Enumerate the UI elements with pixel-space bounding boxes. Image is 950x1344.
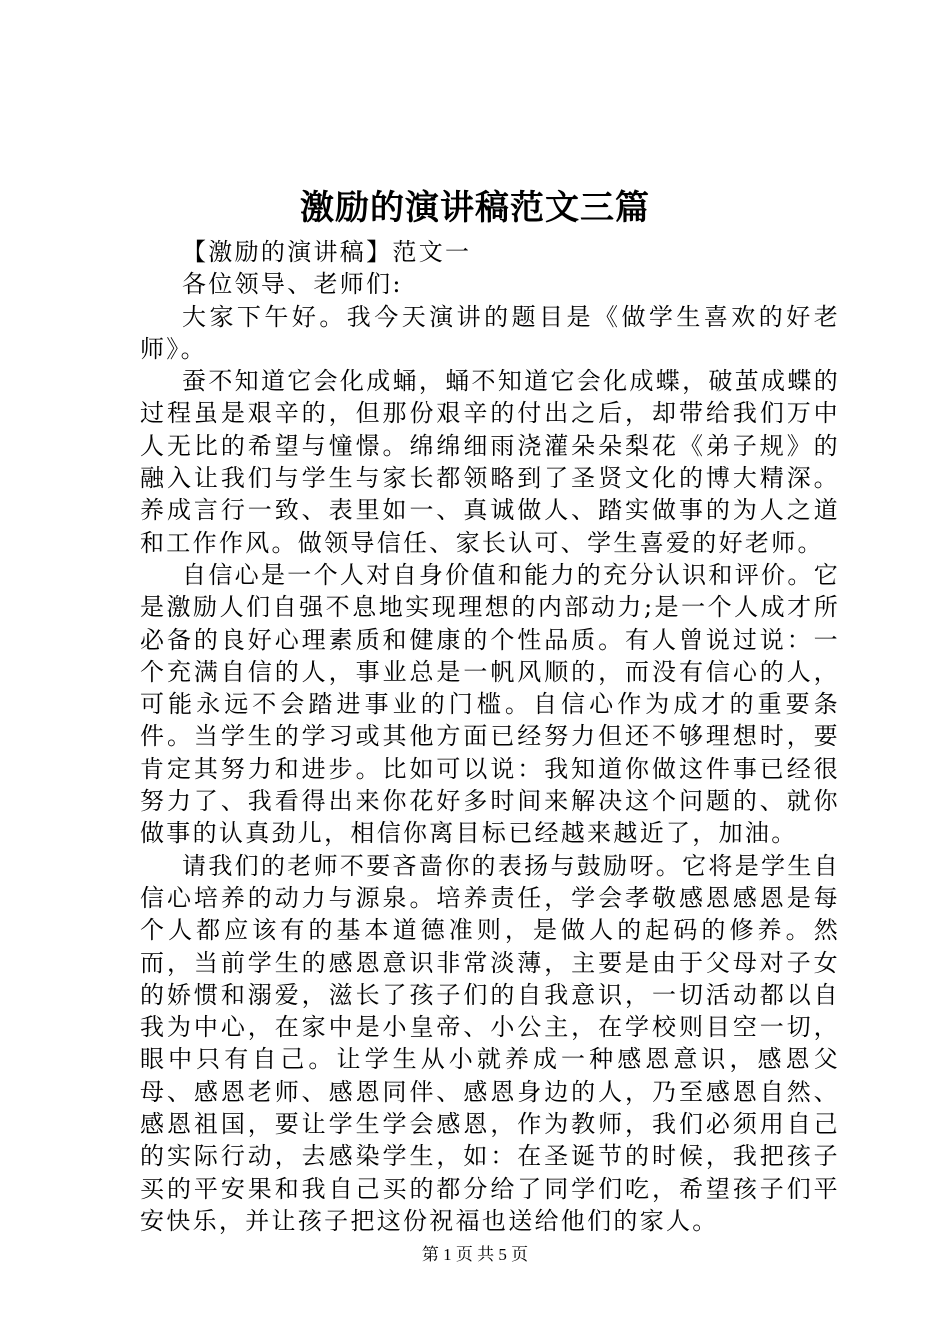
paragraph: 请我们的老师不要吝啬你的表扬与鼓励呀。它将是学生自信心培养的动力与源泉。培养责任，学会孝敬感恩感恩是每个人都应该有的基本道德准则，是做人的起码的修养。然而，当前学生的感恩意识非常淡薄，主要是由于父母对子女的娇惯和溺爱，滋长了孩子们的自我意识，一切活动都以自我为中心，在家中是小皇帝、小公主，在学校则目空一切，眼中只有自己。让学生从小就养成一种感恩意识，感恩父母、感恩老师、感恩同伴、感恩身边的人，乃至感恩自然、感恩祖国，要让学生学会感恩，作为教师，我们必须用自己的实际行动，去感染学生，如：在圣诞节的时候，我把孩子买的平安果和我自己买的都分给了同学们吃，希望孩子们平安快乐，并让孩子把这份祝福也送给他们的家人。 [140,851,840,1235]
document-title: 激励的演讲稿范文三篇 [300,188,650,228]
paragraph: 蚕不知道它会化成蛹，蛹不知道它会化成蝶，破茧成蝶的过程虽是艰辛的，但那份艰辛的付出之后，却带给我们万中人无比的希望与憧憬。绵绵细雨浇灌朵朵梨花《弟子规》的融入让我们与学生与家长都领略到了圣贤文化的博大精深。养成言行一致、表里如一、真诚做人、踏实做事的为人之道和工作作风。做领导信任、家长认可、学生喜爱的好老师。 [140,367,840,557]
paragraph: 自信心是一个人对自身价值和能力的充分认识和评价。它是激励人们自强不息地实现理想的内部动力;是一个人成才所必备的良好心理素质和健康的个性品质。有人曾说过说：一个充满自信的人，事业总是一帆风顺的，而没有信心的人，可能永远不会踏进事业的门槛。自信心作为成才的重要条件。当学生的学习或其他方面已经努力但还不够理想时，要肯定其努力和进步。比如可以说：我知道你做这件事已经很努力了、我看得出来你花好多时间来解决这个问题的、就你做事的认真劲儿，相信你离目标已经越来越近了，加油。 [140,560,840,848]
salutation: 各位领导、老师们: [182,270,403,299]
paragraph: 大家下午好。我今天演讲的题目是《做学生喜欢的好老师》。 [140,302,840,363]
document-body [140,236,840,1237]
page-footer: 第 1 页 共 5 页 [421,1245,529,1264]
section-heading: 【激励的演讲稿】范文一 [182,238,472,266]
